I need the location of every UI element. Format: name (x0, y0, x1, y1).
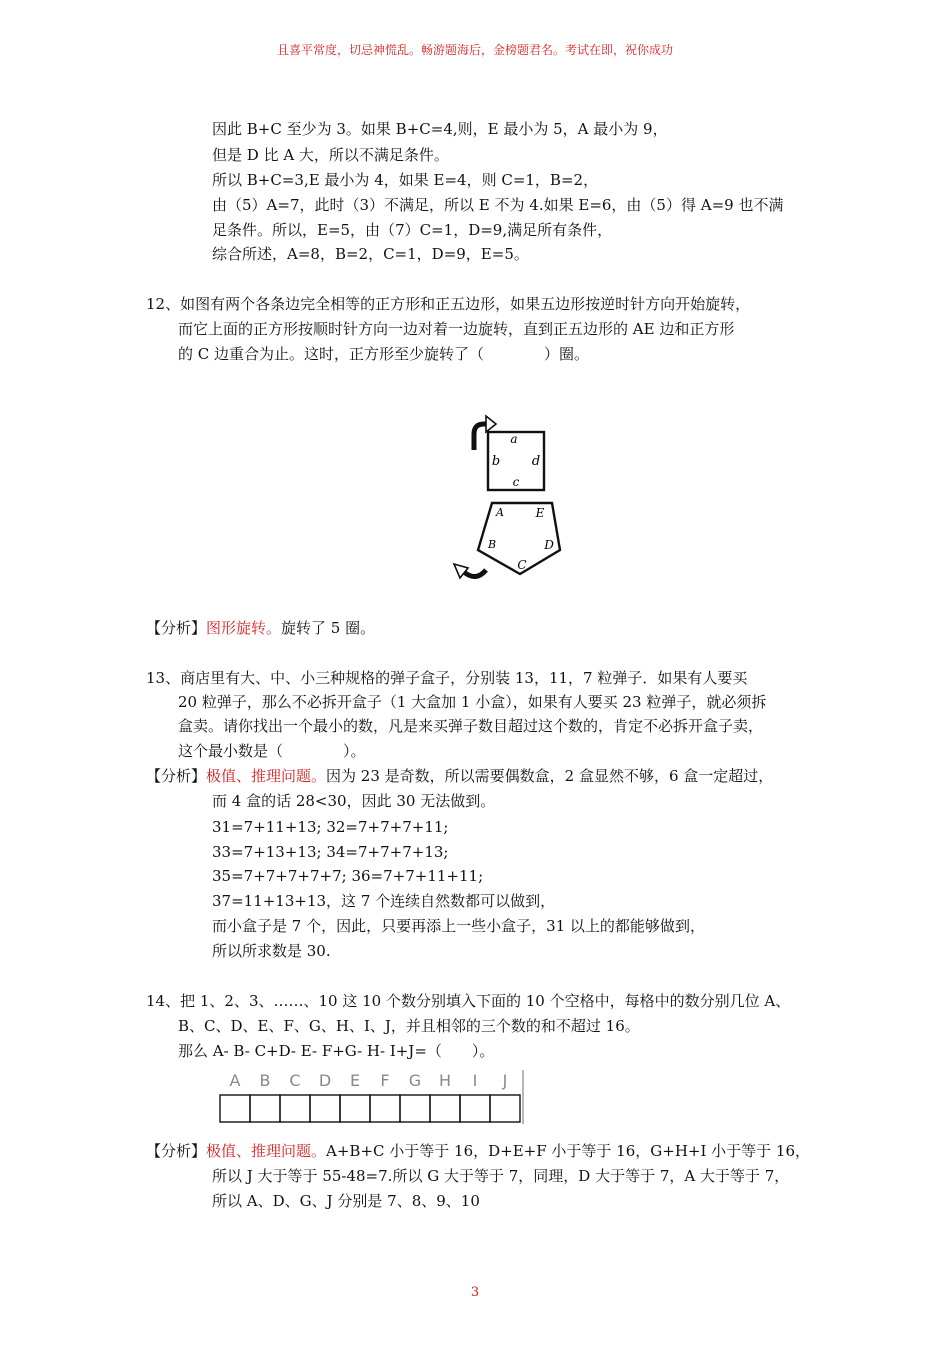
prev-solution-line-1: 因此 B+C 至少为 3。如果 B+C=4,则，E 最小为 5，A 最小为 9， (212, 120, 668, 138)
analysis-type: 极值、推理问题。 (206, 767, 327, 785)
q13-analysis-line-3: 31=7+11+13; 32=7+7+7+11; (212, 818, 449, 836)
pentagon-side-C: C (517, 558, 527, 572)
grid-letter-c: C (289, 1071, 301, 1090)
grid-cell-d (310, 1095, 340, 1122)
q14-line-3: 那么 A- B- C+D- E- F+G- H- I+J=（ ）。 (178, 1042, 495, 1060)
grid-letter-g: G (408, 1071, 422, 1090)
pentagon-side-D: D (544, 538, 554, 552)
q13-line-4: 这个最小数是（ ）。 (178, 742, 366, 760)
grid-cell-j (490, 1095, 520, 1122)
prev-solution-line-6: 综合所述，A=8，B=2，C=1，D=9，E=5。 (212, 245, 529, 263)
q13-line-2: 20 粒弹子，那么不必拆开盒子（1 大盒加 1 小盒），如果有人要买 23 粒弹子，就必须拆 (178, 693, 767, 711)
analysis-text: 因为 23 是奇数，所以需要偶数盒，2 盒显然不够，6 盒一定超过， (326, 767, 774, 785)
grid-cell-c (280, 1095, 310, 1122)
grid-letter-e: E (349, 1071, 361, 1090)
q13-analysis-line-5: 35=7+7+7+7+7; 36=7+7+11+11; (212, 867, 484, 885)
q14-analysis-line-3: 所以 A、D、G、J 分别是 7、8、9、10 (212, 1192, 480, 1210)
q13-analysis-first (146, 766, 773, 786)
q13-line-1: 13、商店里有大、中、小三种规格的弹子盒子，分别装 13，11，7 粒弹子．如果有人要买 (146, 669, 748, 687)
page-header-motto: 且喜平常度，切忌神慌乱。畅游题海后，金榜题君名。考试在即，祝你成功 (276, 43, 673, 57)
square-side-d: d (531, 454, 541, 469)
q13-analysis-line-7: 而小盒子是 7 个，因此，只要再添上一些小盒子，31 以上的都能够做到， (212, 917, 705, 935)
grid-cell-e (340, 1095, 370, 1122)
rotation-figure (450, 412, 580, 587)
prev-solution-line-3: 所以 B+C=3,E 最小为 4，如果 E=4，则 C=1，B=2， (212, 171, 599, 189)
prev-solution-line-2: 但是 D 比 A 大，所以不满足条件。 (212, 146, 449, 164)
q12-analysis (146, 618, 375, 638)
grid-cell-h (430, 1095, 460, 1122)
grid-cell-i (460, 1095, 490, 1122)
answer-grid (218, 1068, 528, 1126)
grid-cell-b (250, 1095, 280, 1122)
analysis-type: 图形旋转。 (206, 619, 282, 637)
grid-letter-j: J (502, 1071, 508, 1090)
grid-letter-i: I (472, 1071, 478, 1090)
page-number: 3 (470, 1285, 480, 1300)
square-side-a: a (510, 432, 518, 446)
square-side-b: b (491, 454, 501, 469)
q13-analysis-line-6: 37=11+13+13，这 7 个连续自然数都可以做到， (212, 892, 556, 910)
grid-letter-h: H (438, 1071, 452, 1090)
q12-line-1: 12、如图有两个各条边完全相等的正方形和正五边形，如果五边形按逆时针方向开始旋转， (146, 295, 751, 313)
analysis-type: 极值、推理问题。 (206, 1142, 327, 1160)
q13-analysis-line-4: 33=7+13+13; 34=7+7+7+13; (212, 843, 449, 861)
q14-analysis-line-2: 所以 J 大于等于 55-48=7.所以 G 大于等于 7，同理，D 大于等于 7，A 大于等于 7， (212, 1167, 790, 1185)
square-side-c: c (512, 475, 520, 489)
analysis-label: 【分析】 (146, 1142, 207, 1160)
pentagon-side-B: B (487, 538, 497, 551)
analysis-text: A+B+C 小于等于 16，D+E+F 小于等于 16，G+H+I 小于等于 16， (326, 1142, 811, 1160)
pentagon-side-E: E (535, 506, 545, 520)
analysis-label: 【分析】 (146, 767, 207, 785)
grid-letter-b: B (259, 1071, 271, 1090)
q13-analysis-line-8: 所以所求数是 30. (212, 942, 331, 960)
q14-line-1: 14、把 1、2、3、……、10 这 10 个数分别填入下面的 10 个空格中，每格中的数分别几位 A、 (146, 992, 791, 1010)
prev-solution-line-5: 足条件。所以，E=5，由（7）C=1，D=9,满足所有条件， (212, 221, 613, 239)
analysis-label: 【分析】 (146, 619, 207, 637)
analysis-text: 旋转了 5 圈。 (281, 619, 376, 637)
q12-line-3: 的 C 边重合为止。这时，正方形至少旋转了（ ）圈。 (178, 345, 590, 363)
grid-cell-g (400, 1095, 430, 1122)
prev-solution-line-4: 由（5）A=7，此时（3）不满足，所以 E 不为 4.如果 E=6，由（5）得 A=9 也不满 (212, 196, 784, 214)
q12-line-2: 而它上面的正方形按顺时针方向一边对着一边旋转，直到正五边形的 AE 边和正方形 (178, 320, 735, 338)
pentagon-side-A: A (496, 506, 504, 519)
q14-line-2: B、C、D、E、F、G、H、I、J，并且相邻的三个数的和不超过 16。 (178, 1017, 640, 1035)
q14-analysis-first (146, 1141, 810, 1161)
q13-line-3: 盒卖。请你找出一个最小的数，凡是来买弹子数目超过这个数的，肯定不必拆开盒子卖， (178, 717, 764, 735)
grid-cell-a (220, 1095, 250, 1122)
counterclockwise-arrow-icon (464, 570, 486, 577)
grid-letter-d: D (318, 1071, 332, 1090)
grid-letter-a: A (229, 1071, 241, 1090)
q13-analysis-line-2: 而 4 盒的话 28<30，因此 30 无法做到。 (212, 792, 496, 810)
grid-cell-f (370, 1095, 400, 1122)
grid-letter-f: F (380, 1071, 390, 1090)
